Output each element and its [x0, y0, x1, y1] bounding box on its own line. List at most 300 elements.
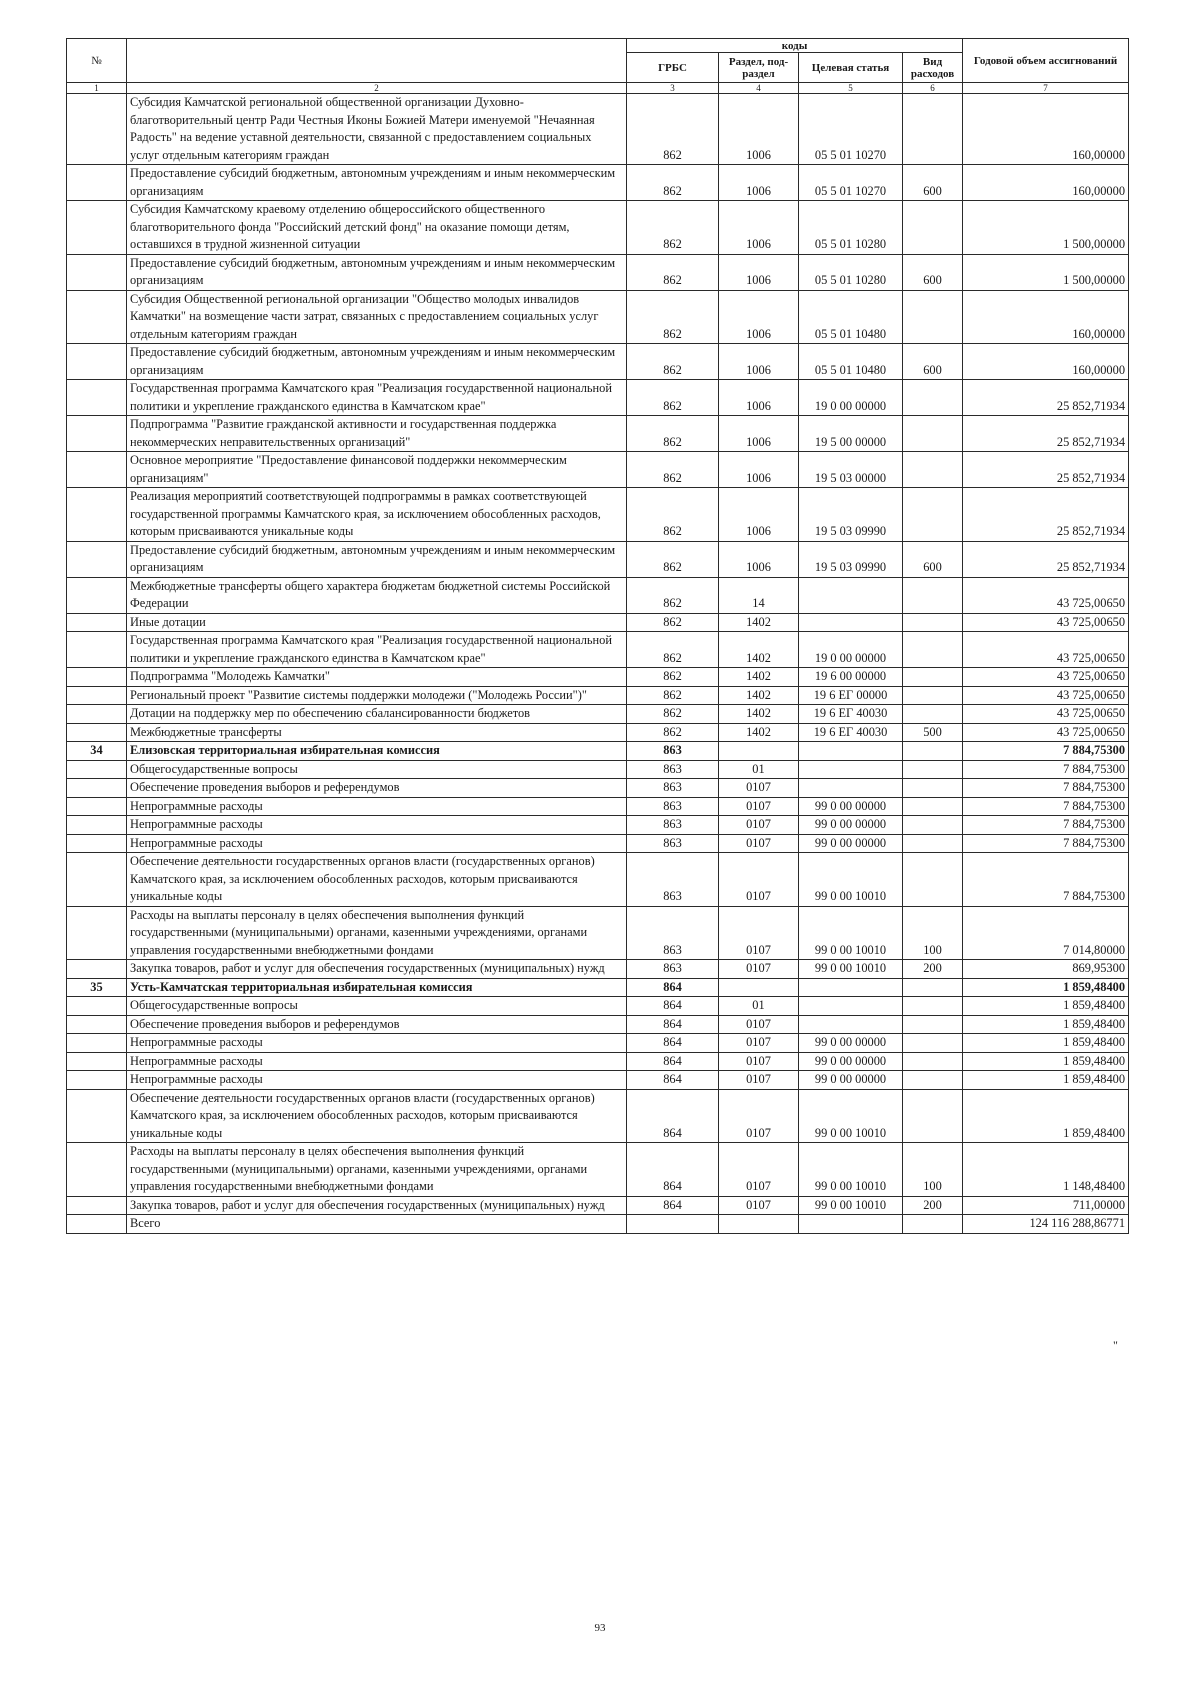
- col-number: 5: [799, 83, 903, 94]
- row-number: [67, 201, 127, 255]
- row-type: [903, 816, 963, 835]
- row-grbs: 862: [627, 201, 719, 255]
- row-section: 14: [719, 577, 799, 613]
- row-amount: 25 852,71934: [963, 541, 1129, 577]
- row-type: [903, 632, 963, 668]
- row-name: Основное мероприятие "Предоставление финансовой поддержки некоммерческим организациям": [127, 452, 627, 488]
- table-row: [67, 978, 1129, 997]
- row-amount: 1 859,48400: [963, 997, 1129, 1016]
- table-row: [67, 960, 1129, 979]
- row-number: 34: [67, 742, 127, 761]
- row-type: 200: [903, 960, 963, 979]
- row-amount: 1 500,00000: [963, 254, 1129, 290]
- row-grbs: 864: [627, 1143, 719, 1197]
- row-type: [903, 1034, 963, 1053]
- header-name: [127, 39, 627, 83]
- row-type: [903, 201, 963, 255]
- row-amount: 25 852,71934: [963, 488, 1129, 542]
- row-section: 1006: [719, 380, 799, 416]
- row-grbs: 864: [627, 1071, 719, 1090]
- row-section: 0107: [719, 1143, 799, 1197]
- row-name: Подпрограмма "Развитие гражданской активности и государственная поддержка некоммерческих неправительственных организаций": [127, 416, 627, 452]
- row-grbs: 864: [627, 1015, 719, 1034]
- row-target: 05 5 01 10270: [799, 165, 903, 201]
- table-row: [67, 254, 1129, 290]
- row-amount: 711,00000: [963, 1196, 1129, 1215]
- row-target: 19 5 00 00000: [799, 416, 903, 452]
- row-amount: 7 884,75300: [963, 779, 1129, 798]
- row-number: [67, 723, 127, 742]
- header-codes: коды: [627, 39, 963, 53]
- row-number: [67, 1015, 127, 1034]
- row-type: 100: [903, 1143, 963, 1197]
- row-name: Субсидия Камчатскому краевому отделению общероссийского общественного благотворительного фонда "Российский детский фонд" на оказание помощи детям, оставшихся в трудной жизненной ситуации: [127, 201, 627, 255]
- row-section: 1402: [719, 613, 799, 632]
- row-name: Государственная программа Камчатского края "Реализация государственной национальной политики и укрепление гражданского единства в Камчатском крае": [127, 380, 627, 416]
- row-number: [67, 1034, 127, 1053]
- row-number: [67, 834, 127, 853]
- row-name: Обеспечение деятельности государственных органов власти (государственных органов) Камчатского края, за исключением обособленных расходов, которым присваиваются уникальные коды: [127, 1089, 627, 1143]
- row-type: [903, 1089, 963, 1143]
- row-number: [67, 254, 127, 290]
- row-section: 0107: [719, 1196, 799, 1215]
- table-body: [67, 94, 1129, 1234]
- row-amount: 160,00000: [963, 94, 1129, 165]
- page-number: 93: [594, 1622, 606, 1634]
- row-amount: 1 859,48400: [963, 1015, 1129, 1034]
- row-type: 600: [903, 254, 963, 290]
- row-target: [799, 1015, 903, 1034]
- table-row: [67, 686, 1129, 705]
- table-row: [67, 1052, 1129, 1071]
- row-name: Непрограммные расходы: [127, 834, 627, 853]
- row-number: [67, 779, 127, 798]
- row-number: [67, 1215, 127, 1234]
- row-amount: 1 859,48400: [963, 1089, 1129, 1143]
- row-grbs: 862: [627, 613, 719, 632]
- row-number: [67, 705, 127, 724]
- row-section: 0107: [719, 1052, 799, 1071]
- table-row: [67, 380, 1129, 416]
- row-grbs: 863: [627, 960, 719, 979]
- row-grbs: 862: [627, 723, 719, 742]
- row-type: [903, 452, 963, 488]
- row-grbs: 862: [627, 668, 719, 687]
- table-row: [67, 416, 1129, 452]
- row-target: 99 0 00 10010: [799, 1089, 903, 1143]
- row-number: [67, 906, 127, 960]
- row-section: 1006: [719, 488, 799, 542]
- table-row: [67, 201, 1129, 255]
- row-type: [903, 1071, 963, 1090]
- row-name: Обеспечение проведения выборов и референдумов: [127, 779, 627, 798]
- row-section: [719, 978, 799, 997]
- row-grbs: 862: [627, 541, 719, 577]
- row-section: 0107: [719, 834, 799, 853]
- row-grbs: 862: [627, 632, 719, 668]
- row-name: Закупка товаров, работ и услуг для обеспечения государственных (муниципальных) нужд: [127, 1196, 627, 1215]
- row-grbs: 862: [627, 290, 719, 344]
- row-number: [67, 94, 127, 165]
- row-grbs: 862: [627, 686, 719, 705]
- row-amount: 25 852,71934: [963, 452, 1129, 488]
- row-amount: 43 725,00650: [963, 668, 1129, 687]
- row-type: [903, 1215, 963, 1234]
- row-amount: 1 859,48400: [963, 1052, 1129, 1071]
- row-name: Закупка товаров, работ и услуг для обеспечения государственных (муниципальных) нужд: [127, 960, 627, 979]
- row-type: 100: [903, 906, 963, 960]
- row-name: Непрограммные расходы: [127, 816, 627, 835]
- row-section: 1006: [719, 452, 799, 488]
- row-amount: 25 852,71934: [963, 416, 1129, 452]
- row-name: Межбюджетные трансферты общего характера бюджетам бюджетной системы Российской Федерации: [127, 577, 627, 613]
- row-section: 0107: [719, 1089, 799, 1143]
- row-name: Непрограммные расходы: [127, 1034, 627, 1053]
- row-amount: 43 725,00650: [963, 613, 1129, 632]
- table-row: [67, 1143, 1129, 1197]
- row-type: [903, 1015, 963, 1034]
- row-number: [67, 165, 127, 201]
- closing-quote-mark: ": [1113, 1338, 1118, 1352]
- row-number: [67, 452, 127, 488]
- table-row: [67, 834, 1129, 853]
- row-grbs: 864: [627, 1052, 719, 1071]
- row-section: 0107: [719, 853, 799, 907]
- table-row: [67, 742, 1129, 761]
- row-target: 99 0 00 10010: [799, 906, 903, 960]
- row-type: [903, 834, 963, 853]
- row-number: [67, 816, 127, 835]
- row-grbs: 862: [627, 380, 719, 416]
- row-amount: 160,00000: [963, 344, 1129, 380]
- row-name: Непрограммные расходы: [127, 797, 627, 816]
- row-number: [67, 380, 127, 416]
- table-row: [67, 1215, 1129, 1234]
- row-type: 500: [903, 723, 963, 742]
- row-target: [799, 760, 903, 779]
- row-type: [903, 797, 963, 816]
- row-section: 0107: [719, 797, 799, 816]
- row-type: [903, 577, 963, 613]
- row-target: 19 0 00 00000: [799, 380, 903, 416]
- row-amount: 7 884,75300: [963, 853, 1129, 907]
- row-target: 99 0 00 00000: [799, 797, 903, 816]
- row-grbs: 862: [627, 94, 719, 165]
- row-grbs: 862: [627, 165, 719, 201]
- table-row: [67, 779, 1129, 798]
- table-row: [67, 1034, 1129, 1053]
- row-target: 05 5 01 10280: [799, 201, 903, 255]
- row-amount: 43 725,00650: [963, 723, 1129, 742]
- col-number: 7: [963, 83, 1129, 94]
- row-grbs: 864: [627, 1034, 719, 1053]
- row-target: 05 5 01 10480: [799, 290, 903, 344]
- row-section: 1006: [719, 254, 799, 290]
- row-type: 600: [903, 541, 963, 577]
- table-row: [67, 760, 1129, 779]
- row-number: 35: [67, 978, 127, 997]
- row-number: [67, 488, 127, 542]
- table-row: [67, 1089, 1129, 1143]
- row-number: [67, 541, 127, 577]
- row-section: 01: [719, 997, 799, 1016]
- row-name: Межбюджетные трансферты: [127, 723, 627, 742]
- table-row: [67, 488, 1129, 542]
- row-grbs: 862: [627, 705, 719, 724]
- table-row: [67, 165, 1129, 201]
- row-number: [67, 760, 127, 779]
- row-number: [67, 997, 127, 1016]
- row-name: Подпрограмма "Молодежь Камчатки": [127, 668, 627, 687]
- row-number: [67, 613, 127, 632]
- row-target: 05 5 01 10270: [799, 94, 903, 165]
- row-target: 19 5 03 00000: [799, 452, 903, 488]
- row-amount: 1 148,48400: [963, 1143, 1129, 1197]
- row-grbs: 864: [627, 997, 719, 1016]
- row-type: [903, 668, 963, 687]
- row-number: [67, 1143, 127, 1197]
- row-name: Обеспечение проведения выборов и референдумов: [127, 1015, 627, 1034]
- row-name: Реализация мероприятий соответствующей подпрограммы в рамках соответствующей государственной программы Камчатского края, за исключением обособленных расходов, которым присваиваются уникальные коды: [127, 488, 627, 542]
- row-number: [67, 290, 127, 344]
- header-no: №: [67, 39, 127, 83]
- row-name: Государственная программа Камчатского края "Реализация государственной национальной политики и укрепление гражданского единства в Камчатском крае": [127, 632, 627, 668]
- row-number: [67, 1052, 127, 1071]
- row-number: [67, 797, 127, 816]
- header-grbs: ГРБС: [627, 53, 719, 83]
- row-target: [799, 1215, 903, 1234]
- row-type: [903, 705, 963, 724]
- row-name: Иные дотации: [127, 613, 627, 632]
- row-section: 1402: [719, 723, 799, 742]
- table-row: [67, 577, 1129, 613]
- row-section: 0107: [719, 960, 799, 979]
- row-name: Усть-Камчатская территориальная избирательная комиссия: [127, 978, 627, 997]
- row-section: [719, 742, 799, 761]
- row-grbs: 864: [627, 1196, 719, 1215]
- table-row: [67, 1196, 1129, 1215]
- row-amount: 7 884,75300: [963, 760, 1129, 779]
- row-target: 05 5 01 10480: [799, 344, 903, 380]
- row-number: [67, 577, 127, 613]
- table-row: [67, 541, 1129, 577]
- row-name: Дотации на поддержку мер по обеспечению сбалансированности бюджетов: [127, 705, 627, 724]
- table-row: [67, 613, 1129, 632]
- row-number: [67, 416, 127, 452]
- row-target: 99 0 00 00000: [799, 1034, 903, 1053]
- row-type: [903, 416, 963, 452]
- row-target: 19 6 ЕГ 40030: [799, 723, 903, 742]
- row-type: [903, 742, 963, 761]
- row-number: [67, 668, 127, 687]
- budget-table-sheet: [66, 38, 1128, 1234]
- row-target: 99 0 00 00000: [799, 1071, 903, 1090]
- row-type: [903, 488, 963, 542]
- row-grbs: 862: [627, 254, 719, 290]
- row-target: [799, 997, 903, 1016]
- row-type: [903, 380, 963, 416]
- table-row: [67, 797, 1129, 816]
- header-type: Вид расходов: [903, 53, 963, 83]
- row-target: 99 0 00 10010: [799, 1143, 903, 1197]
- row-target: 19 6 ЕГ 40030: [799, 705, 903, 724]
- row-section: 1402: [719, 632, 799, 668]
- row-grbs: 863: [627, 742, 719, 761]
- row-name: Субсидия Общественной региональной организации "Общество молодых инвалидов Камчатки" на возмещение части затрат, связанных с предоставлением социальных услуг отдельным категориям граждан: [127, 290, 627, 344]
- row-amount: 25 852,71934: [963, 380, 1129, 416]
- col-number: 1: [67, 83, 127, 94]
- table-row: [67, 997, 1129, 1016]
- row-target: [799, 978, 903, 997]
- table-row: [67, 1015, 1129, 1034]
- row-type: [903, 760, 963, 779]
- row-target: 05 5 01 10280: [799, 254, 903, 290]
- row-section: 1006: [719, 94, 799, 165]
- table-row: [67, 723, 1129, 742]
- row-number: [67, 686, 127, 705]
- row-target: 99 0 00 10010: [799, 853, 903, 907]
- table-row: [67, 816, 1129, 835]
- row-name: Всего: [127, 1215, 627, 1234]
- row-amount: 43 725,00650: [963, 632, 1129, 668]
- row-name: Предоставление субсидий бюджетным, автономным учреждениям и иным некоммерческим организациям: [127, 165, 627, 201]
- row-grbs: 862: [627, 416, 719, 452]
- table-row: [67, 290, 1129, 344]
- table-row: [67, 705, 1129, 724]
- row-amount: 7 014,80000: [963, 906, 1129, 960]
- row-name: Непрограммные расходы: [127, 1052, 627, 1071]
- budget-table: [66, 38, 1129, 1234]
- table-row: [67, 452, 1129, 488]
- row-type: 200: [903, 1196, 963, 1215]
- header-target: Целевая статья: [799, 53, 903, 83]
- row-target: 99 0 00 10010: [799, 960, 903, 979]
- row-section: 01: [719, 760, 799, 779]
- row-amount: 7 884,75300: [963, 834, 1129, 853]
- row-target: [799, 577, 903, 613]
- row-type: [903, 1052, 963, 1071]
- header-annual: Годовой объем ассигнований: [963, 39, 1129, 83]
- row-grbs: 864: [627, 978, 719, 997]
- row-amount: 1 859,48400: [963, 1034, 1129, 1053]
- row-grbs: 862: [627, 344, 719, 380]
- row-amount: 1 859,48400: [963, 1071, 1129, 1090]
- row-section: 0107: [719, 1034, 799, 1053]
- row-amount: 1 859,48400: [963, 978, 1129, 997]
- row-name: Непрограммные расходы: [127, 1071, 627, 1090]
- row-amount: 43 725,00650: [963, 686, 1129, 705]
- table-row: [67, 632, 1129, 668]
- row-amount: 43 725,00650: [963, 577, 1129, 613]
- row-amount: 43 725,00650: [963, 705, 1129, 724]
- row-grbs: 862: [627, 577, 719, 613]
- row-section: 1006: [719, 344, 799, 380]
- row-name: Предоставление субсидий бюджетным, автономным учреждениям и иным некоммерческим организациям: [127, 254, 627, 290]
- row-grbs: 863: [627, 760, 719, 779]
- row-number: [67, 632, 127, 668]
- row-grbs: 863: [627, 906, 719, 960]
- row-name: Расходы на выплаты персоналу в целях обеспечения выполнения функций государственными (муниципальными) органами, казенными учреждениями, органами управления государственными внебюджетными фондами: [127, 906, 627, 960]
- row-target: 19 5 03 09990: [799, 488, 903, 542]
- row-target: 99 0 00 10010: [799, 1196, 903, 1215]
- row-name: Общегосударственные вопросы: [127, 997, 627, 1016]
- row-section: 1006: [719, 165, 799, 201]
- row-type: 600: [903, 165, 963, 201]
- row-target: 99 0 00 00000: [799, 834, 903, 853]
- row-amount: 160,00000: [963, 290, 1129, 344]
- col-number: 4: [719, 83, 799, 94]
- row-grbs: 863: [627, 853, 719, 907]
- row-section: 1402: [719, 668, 799, 687]
- row-amount: 124 116 288,86771: [963, 1215, 1129, 1234]
- row-type: [903, 613, 963, 632]
- table-row: [67, 1071, 1129, 1090]
- row-type: [903, 853, 963, 907]
- row-section: 1006: [719, 201, 799, 255]
- row-section: 0107: [719, 1015, 799, 1034]
- row-name: Обеспечение деятельности государственных органов власти (государственных органов) Камчатского края, за исключением обособленных расходов, которым присваиваются уникальные коды: [127, 853, 627, 907]
- row-target: 99 0 00 00000: [799, 1052, 903, 1071]
- row-section: [719, 1215, 799, 1234]
- row-type: [903, 779, 963, 798]
- row-name: Общегосударственные вопросы: [127, 760, 627, 779]
- row-section: 1006: [719, 541, 799, 577]
- row-target: [799, 613, 903, 632]
- row-amount: 869,95300: [963, 960, 1129, 979]
- row-type: [903, 997, 963, 1016]
- table-row: [67, 668, 1129, 687]
- row-number: [67, 1089, 127, 1143]
- row-section: 1402: [719, 686, 799, 705]
- row-number: [67, 1071, 127, 1090]
- row-number: [67, 1196, 127, 1215]
- row-name: Елизовская территориальная избирательная комиссия: [127, 742, 627, 761]
- row-grbs: 863: [627, 834, 719, 853]
- row-target: [799, 779, 903, 798]
- col-number: 6: [903, 83, 963, 94]
- row-type: [903, 290, 963, 344]
- row-amount: 7 884,75300: [963, 797, 1129, 816]
- row-target: 19 0 00 00000: [799, 632, 903, 668]
- row-section: 1402: [719, 705, 799, 724]
- col-number: 2: [127, 83, 627, 94]
- row-target: 19 6 00 00000: [799, 668, 903, 687]
- row-name: Расходы на выплаты персоналу в целях обеспечения выполнения функций государственными (муниципальными) органами, казенными учреждениями, органами управления государственными внебюджетными фондами: [127, 1143, 627, 1197]
- row-section: 0107: [719, 816, 799, 835]
- header-section: Раздел, под-раздел: [719, 53, 799, 83]
- row-target: 19 6 ЕГ 00000: [799, 686, 903, 705]
- row-name: Региональный проект "Развитие системы поддержки молодежи ("Молодежь России")": [127, 686, 627, 705]
- row-grbs: 863: [627, 779, 719, 798]
- col-number: 3: [627, 83, 719, 94]
- row-name: Предоставление субсидий бюджетным, автономным учреждениям и иным некоммерческим организациям: [127, 344, 627, 380]
- row-section: 0107: [719, 779, 799, 798]
- row-section: 1006: [719, 290, 799, 344]
- row-grbs: 862: [627, 452, 719, 488]
- row-number: [67, 853, 127, 907]
- row-section: 0107: [719, 1071, 799, 1090]
- row-amount: 7 884,75300: [963, 742, 1129, 761]
- row-section: 0107: [719, 906, 799, 960]
- column-number-row: [67, 83, 1129, 94]
- row-grbs: 863: [627, 797, 719, 816]
- row-target: [799, 742, 903, 761]
- row-amount: 160,00000: [963, 165, 1129, 201]
- table-row: [67, 344, 1129, 380]
- row-grbs: 862: [627, 488, 719, 542]
- row-grbs: 864: [627, 1089, 719, 1143]
- row-type: [903, 686, 963, 705]
